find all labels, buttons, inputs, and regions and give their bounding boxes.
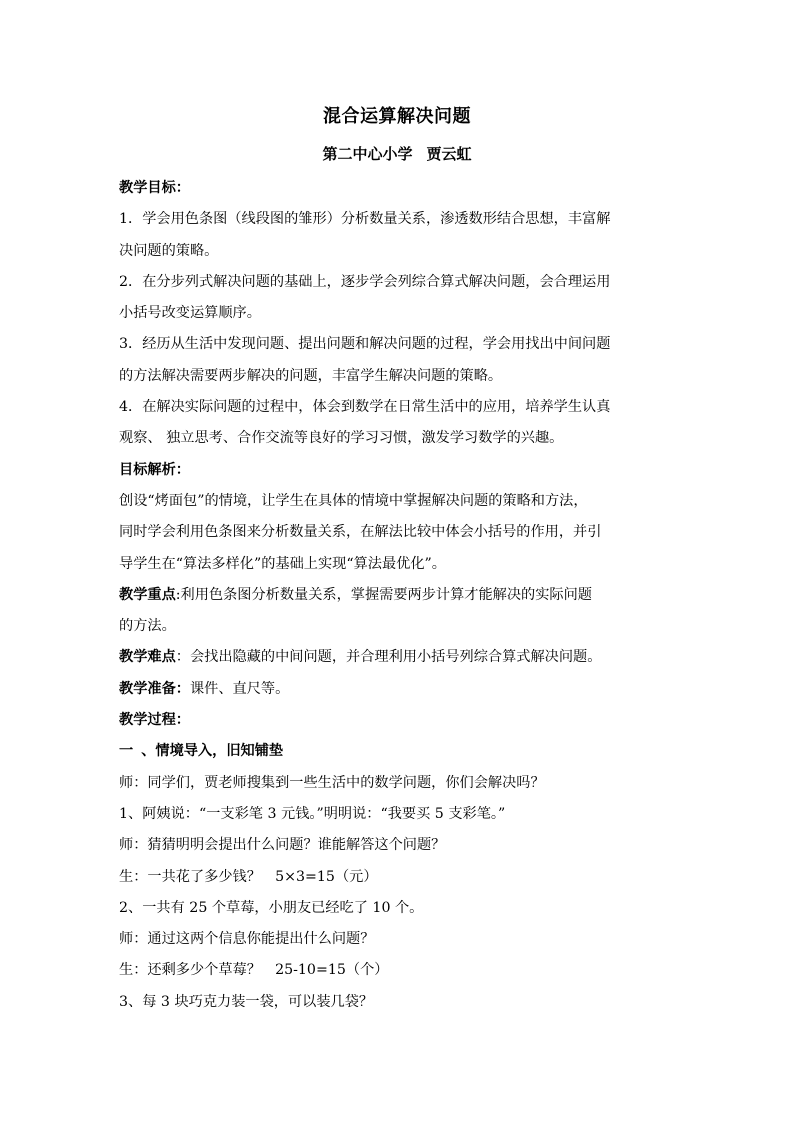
author-name: 贾云虹	[426, 145, 472, 163]
analysis-heading: 目标解析：	[119, 461, 190, 478]
document-title: 混合运算解决问题	[323, 106, 471, 127]
preparation-line	[119, 674, 679, 705]
process-line: 师：通过这两个信息你能提出什么问题？	[119, 931, 375, 948]
difficulties-line	[119, 642, 679, 673]
preparation-label: 教学准备	[119, 680, 176, 697]
objective-line: 决问题的策略。	[119, 242, 219, 259]
objective-line: 观察、 独立思考、合作交流等良好的学习习惯，激发学习数学的兴趣。	[119, 430, 564, 447]
process-line: 生：还剩多少个草莓？ 25-10=15（个）	[119, 962, 389, 979]
analysis-line: 导学生在“算法多样化”的基础上实现“算法最优化”。	[119, 555, 446, 572]
document-body	[119, 173, 679, 1018]
analysis-line: 同时学会利用色条图来分析数量关系，在解法比较中体会小括号的作用，并引	[119, 524, 602, 541]
key-points-text: 利用色条图分析数量关系，掌握需要两步计算才能解决的实际问题	[180, 586, 592, 603]
preparation-text: 课件、直尺等。	[189, 680, 290, 697]
objective-line: 的方法解决需要两步解决的问题，丰富学生解决问题的策略。	[119, 367, 503, 384]
process-line: 师：同学们，贾老师搜集到一些生活中的数学问题，你们会解决吗？	[119, 774, 545, 791]
process-line: 3、每 3 块巧克力装一袋，可以装几袋？	[119, 993, 374, 1010]
objective-line: 4．在解决实际问题的过程中，体会到数学在日常生活中的应用，培养学生认真	[119, 399, 611, 416]
section-one-heading	[119, 736, 679, 767]
analysis-line: 创设“烤面包”的情境，让学生在具体的情境中掌握解决问题的策略和方法，	[119, 492, 588, 509]
process-line: 生：一共花了多少钱？ 5×3=15（元）	[119, 868, 378, 885]
objectives-heading: 教学目标：	[119, 180, 190, 196]
objective-line: 1．学会用色条图（线段图的雏形）分析数量关系，渗透数形结合思想，丰富解	[119, 211, 611, 228]
key-points-label: 教学重点	[119, 586, 176, 603]
section-one-number: 一	[119, 743, 134, 760]
objective-line: 3．经历从生活中发现问题、提出问题和解决问题的过程，学会用找出中间问题	[119, 336, 611, 353]
difficulties-label: 教学难点	[119, 649, 176, 666]
section-one-title: 、情境导入，旧知铺垫	[141, 743, 284, 760]
key-points-colon: :	[175, 586, 181, 603]
objective-line: 小括号改变运算顺序。	[119, 305, 261, 322]
process-line: 2、一共有 25 个草莓，小朋友已经吃了 10 个。	[119, 899, 424, 916]
author-school: 第二中心小学	[322, 145, 413, 163]
process-line: 1、阿姨说：“一支彩笔 3 元钱。”明明说：“我要买 5 支彩笔。”	[119, 805, 506, 822]
key-points-line	[119, 580, 679, 611]
objective-line: 2．在分步列式解决问题的基础上，逐步学会列综合算式解决问题，会合理运用	[119, 273, 611, 290]
author-line	[0, 142, 794, 166]
process-line: 师：猜猜明明会提出什么问题？谁能解答这个问题？	[119, 837, 446, 854]
difficulties-text: 会找出隐藏的中间问题，并合理利用小括号列综合算式解决问题。	[189, 649, 602, 666]
process-heading: 教学过程：	[119, 712, 190, 729]
key-points-line-2: 的方法。	[119, 618, 176, 635]
difficulties-colon: ：	[175, 649, 190, 666]
preparation-colon: ：	[175, 680, 190, 697]
